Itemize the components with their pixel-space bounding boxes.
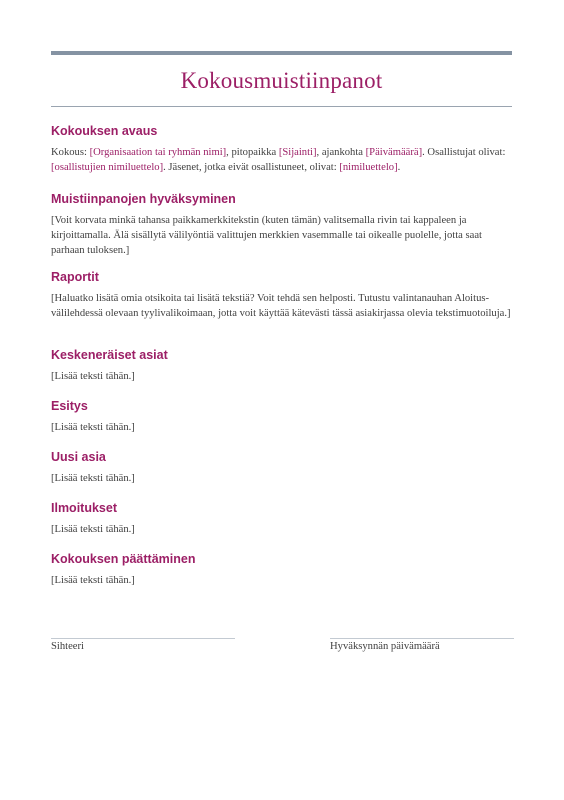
placeholder-date[interactable]: [Päivämäärä] xyxy=(365,147,423,158)
signature-label-secretary[interactable]: Sihteeri xyxy=(51,641,84,652)
adjournment-paragraph[interactable]: [Lisää teksti tähän.] xyxy=(51,575,135,586)
opening-text: . xyxy=(397,162,401,174)
signature-line xyxy=(51,638,235,639)
section-heading-new-business[interactable]: Uusi asia xyxy=(51,450,106,464)
new-business-paragraph[interactable]: [Lisää teksti tähän.] xyxy=(51,473,135,484)
opening-text: , ajankohta xyxy=(316,147,366,158)
document-body xyxy=(51,124,514,603)
opening-text: , pitopaikka xyxy=(226,147,279,158)
section-heading-approval[interactable]: Muistiinpanojen hyväksyminen xyxy=(51,192,236,206)
placeholder-absentees[interactable]: [nimiluettelo] xyxy=(339,162,398,174)
presentation-paragraph[interactable]: [Lisää teksti tähän.] xyxy=(51,422,135,433)
unfinished-paragraph[interactable]: [Lisää teksti tähän.] xyxy=(51,371,135,382)
section-presentation xyxy=(51,399,514,450)
opening-text: Kokous: xyxy=(51,147,90,158)
signature-approval-date xyxy=(330,638,514,652)
section-heading-presentation[interactable]: Esitys xyxy=(51,399,88,413)
placeholder-organization[interactable]: [Organisaation tai ryhmän nimi] xyxy=(89,147,227,158)
top-border-rule xyxy=(51,51,512,55)
signature-line xyxy=(330,638,514,639)
section-announcements xyxy=(51,501,514,552)
section-new-business xyxy=(51,450,514,501)
section-heading-adjournment[interactable]: Kokouksen päättäminen xyxy=(51,552,196,566)
section-approval xyxy=(51,192,514,270)
document-title[interactable]: Kokousmuistiinpanot xyxy=(180,68,383,93)
section-adjournment xyxy=(51,552,514,603)
section-reports xyxy=(51,270,514,348)
title-underline-rule xyxy=(51,106,512,107)
section-opening xyxy=(51,124,514,192)
reports-paragraph[interactable]: [Haluatko lisätä omia otsikoita tai lisätä tekstiä? Voit tehdä sen helposti. Tutustu valintanauhan Aloitus-välilehdessä olevaan tyylivalikoimaan, jotta voit käyttää kätevästi tässä asiakirjassa olevia tekstimuotoiluja.] xyxy=(51,293,511,320)
placeholder-attendees[interactable]: [osallistujien nimiluettelo] xyxy=(51,162,164,174)
section-heading-announcements[interactable]: Ilmoitukset xyxy=(51,501,117,515)
signature-label-approval-date[interactable]: Hyväksynnän päivämäärä xyxy=(330,641,440,652)
opening-paragraph[interactable] xyxy=(51,145,514,175)
section-unfinished-business xyxy=(51,348,514,399)
section-heading-unfinished[interactable]: Keskeneräiset asiat xyxy=(51,348,168,362)
placeholder-location[interactable]: [Sijainti] xyxy=(278,147,317,158)
approval-paragraph[interactable]: [Voit korvata minkä tahansa paikkamerkkitekstin (kuten tämän) valitsemalla rivin tai kappaleen ja kirjoittamalla. Älä sisällytä välilyöntiä valittujen merkkien vasemmalle tai oikealle puolelle, jotta saat parhaan tuloksen.] xyxy=(51,215,482,257)
announcements-paragraph[interactable]: [Lisää teksti tähän.] xyxy=(51,524,135,535)
opening-text: . Jäsenet, jotka eivät osallistuneet, olivat: xyxy=(163,162,340,174)
signature-secretary xyxy=(51,638,235,652)
section-heading-reports[interactable]: Raportit xyxy=(51,270,99,284)
opening-text: . Osallistujat olivat: xyxy=(422,147,506,158)
section-heading-opening[interactable]: Kokouksen avaus xyxy=(51,124,158,138)
